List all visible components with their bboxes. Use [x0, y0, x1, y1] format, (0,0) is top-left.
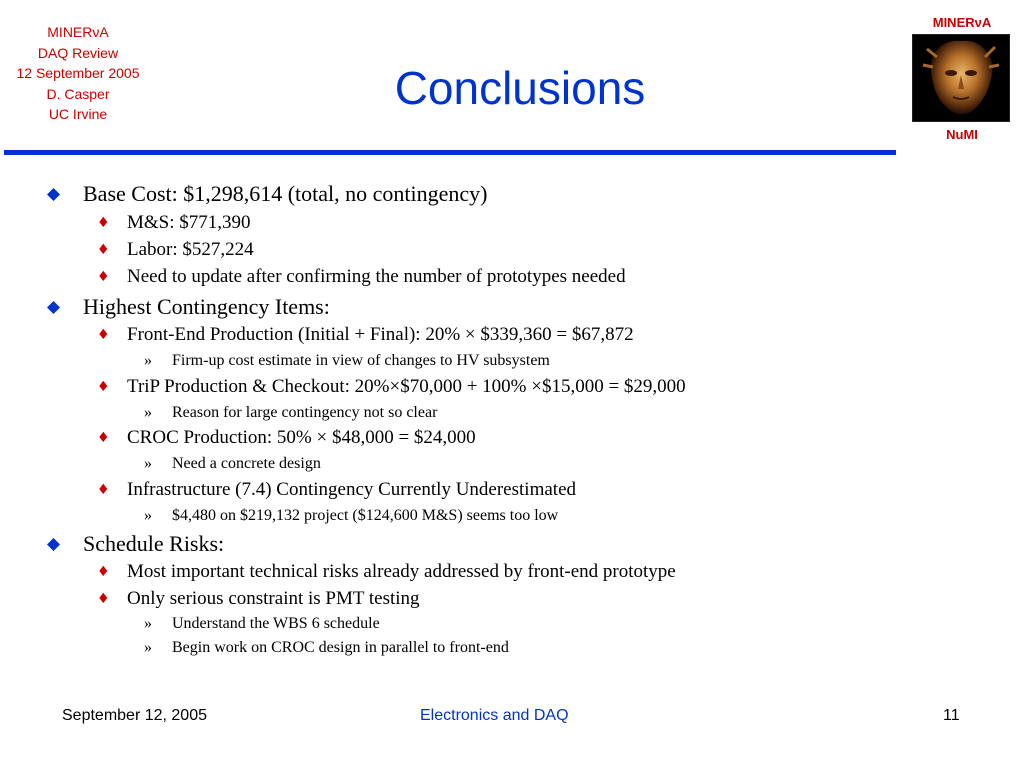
small-diamond-bullet-icon: ♦ [97, 327, 110, 343]
chevron-bullet-icon: » [144, 352, 152, 369]
diamond-bullet-icon [47, 188, 60, 201]
chevron-bullet-icon: » [144, 404, 152, 421]
review-date: 12 September 2005 [16, 65, 140, 81]
chevron-bullet-icon: » [144, 615, 152, 632]
bullet-text-level2: TriP Production & Checkout: 20%×$70,000 + 100% ×$15,000 = $29,000 [127, 376, 686, 397]
logo-caption-top: MINERνA [932, 15, 992, 30]
face-logo-icon [913, 35, 1009, 121]
slide-title: Conclusions [394, 62, 646, 114]
bullet-text-level2: Labor: $527,224 [127, 239, 254, 260]
title-divider [4, 150, 896, 155]
diamond-bullet-icon [47, 538, 60, 551]
chevron-bullet-icon: » [144, 455, 152, 472]
bullet-text-level1: Base Cost: $1,298,614 (total, no contingency) [83, 181, 488, 206]
bullet-text-level3: Understand the WBS 6 schedule [172, 615, 380, 632]
small-diamond-bullet-icon: ♦ [97, 591, 110, 607]
footer-title: Electronics and DAQ [420, 707, 569, 724]
small-diamond-bullet-icon: ♦ [97, 379, 110, 395]
diamond-bullet-icon [47, 301, 60, 314]
review-name: DAQ Review [37, 44, 119, 61]
bullet-text-level2: Only serious constraint is PMT testing [127, 588, 420, 609]
bullet-text-level3: Firm-up cost estimate in view of changes to HV subsystem [172, 352, 550, 369]
small-diamond-bullet-icon: ♦ [97, 430, 110, 446]
bullet-text-level1: Schedule Risks: [83, 531, 225, 556]
bullet-text-level2: Need to update after confirming the number of prototypes needed [127, 266, 626, 287]
bullet-text-level2: Most important technical risks already addressed by front-end prototype [127, 561, 676, 582]
small-diamond-bullet-icon: ♦ [97, 564, 110, 580]
author-name: D. Casper [46, 85, 110, 102]
page-number: 11 [943, 707, 960, 724]
chevron-bullet-icon: » [144, 507, 152, 524]
bullet-text-level3: $4,480 on $219,132 project ($124,600 M&S) seems too low [172, 507, 559, 524]
experiment-name: MINERνA [47, 24, 109, 40]
bullet-text-level3: Reason for large contingency not so clear [172, 404, 438, 421]
bullet-text-level1: Highest Contingency Items: [83, 294, 330, 319]
small-diamond-bullet-icon: ♦ [97, 269, 110, 285]
presentation-info [0, 22, 156, 125]
bullet-text-level3: Need a concrete design [172, 455, 321, 472]
author-affiliation: UC Irvine [48, 106, 108, 122]
bullet-text-level2: M&S: $771,390 [127, 212, 251, 233]
bullet-text-level2: CROC Production: 50% × $48,000 = $24,000 [127, 427, 476, 448]
small-diamond-bullet-icon: ♦ [97, 242, 110, 258]
chevron-bullet-icon: » [144, 639, 152, 656]
bullet-text-level3: Begin work on CROC design in parallel to front-end [172, 639, 509, 656]
logo-caption-bottom: NuMI [946, 127, 978, 142]
bullet-text-level2: Front-End Production (Initial + Final): 20% × $339,360 = $67,872 [127, 324, 634, 345]
small-diamond-bullet-icon: ♦ [97, 482, 110, 498]
footer-date: September 12, 2005 [62, 707, 207, 724]
logo-image [912, 34, 1010, 122]
bullet-text-level2: Infrastructure (7.4) Contingency Currently Underestimated [127, 479, 576, 500]
small-diamond-bullet-icon: ♦ [97, 215, 110, 231]
